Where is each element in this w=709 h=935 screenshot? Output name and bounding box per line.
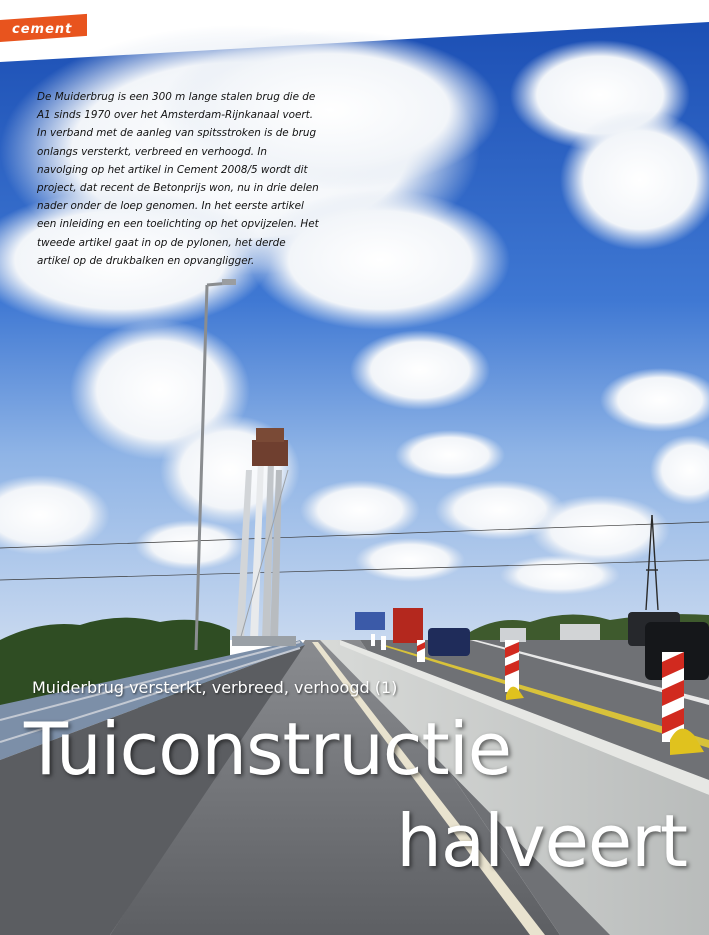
- article-kicker: Muiderbrug versterkt, verbreed, verhoogd (1): [32, 678, 398, 697]
- article-intro: De Muiderbrug is een 300 m lange stalen brug die de A1 sinds 1970 over het Amsterdam-Rijnkanaal voert. In verband met de aanleg van spitsstroken is de brug onlangs versterkt, verbreed en verhoogd. In navolging op het artikel in Cement 2008/5 wordt dit project, dat recent de Betonprijs won, nu in drie delen nader onder de loep genomen. In het eerste artikel een inleiding en een toelichting op het opvijzelen. Het tweede artikel gaat in op de pylonen, het derde artikel op de drukbalken en opvangligger.: [37, 91, 319, 267]
- magazine-logo: cement: [12, 22, 73, 37]
- article-title-line-1: Tuiconstructie: [24, 707, 512, 791]
- article-title-line-2: halveert: [396, 799, 687, 883]
